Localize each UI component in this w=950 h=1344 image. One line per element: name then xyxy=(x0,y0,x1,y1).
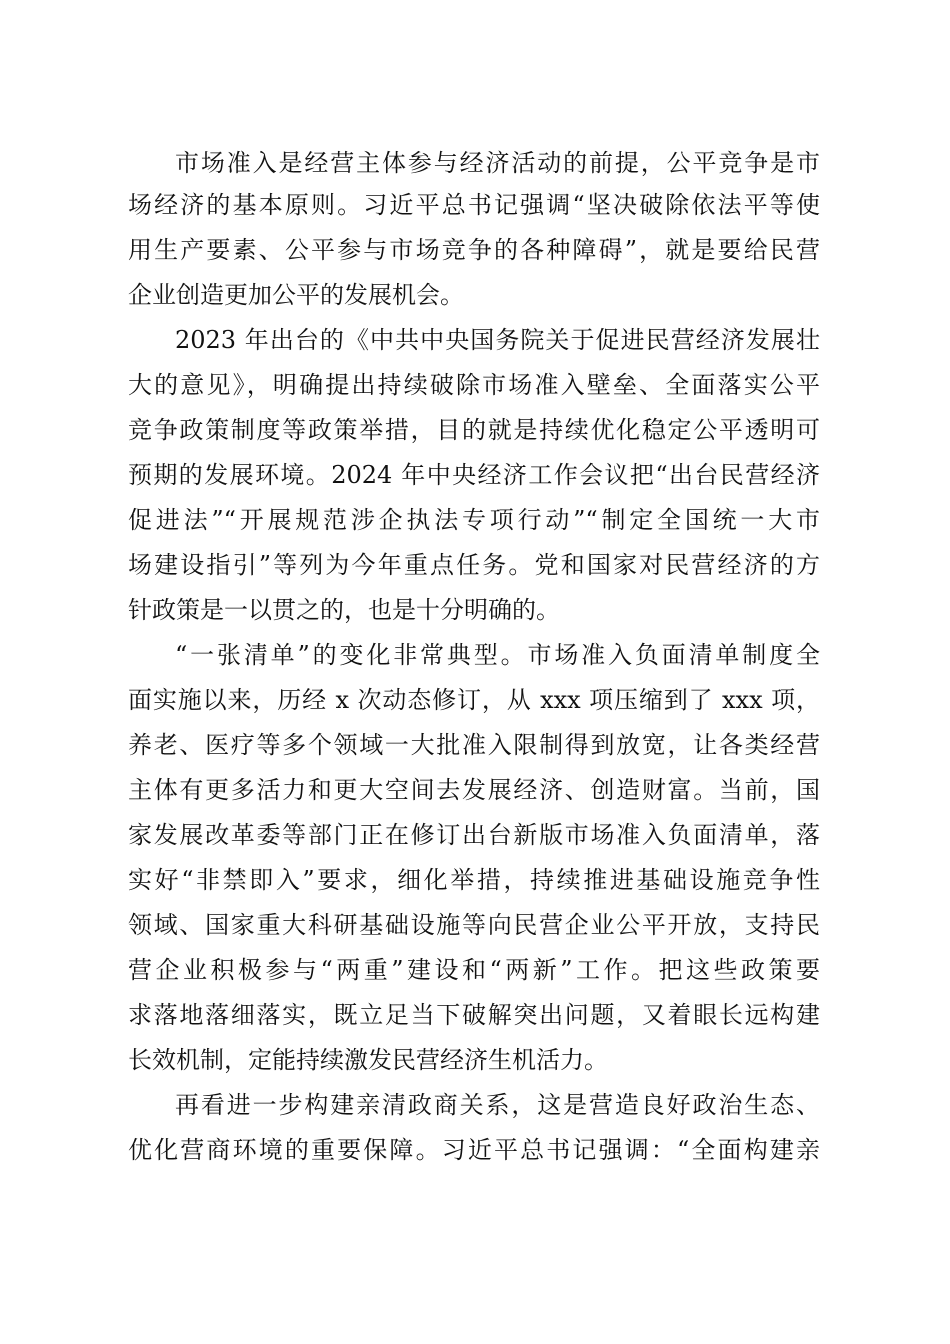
text-line: 市场准入是经营主体参与经济活动的前提，公平竞争是市 xyxy=(175,149,820,177)
text-line: 用生产要素、公平参与市场竞争的各种障碍”，就是要给民营 xyxy=(128,236,820,264)
text-line: 针政策是一以贯之的，也是十分明确的。 xyxy=(128,596,560,624)
text-line: 再看进一步构建亲清政商关系，这是营造良好政治生态、 xyxy=(175,1091,820,1119)
text-line: 2023 年出台的《中共中央国务院关于促进民营经济发展壮 xyxy=(175,326,820,354)
text-line: 促进法”“开展规范涉企执法专项行动”“制定全国统一大市 xyxy=(128,506,820,534)
text-line: 企业创造更加公平的发展机会。 xyxy=(128,281,464,309)
text-line: 家发展改革委等部门正在修订出台新版市场准入负面清单，落 xyxy=(128,821,820,849)
text-line: 面实施以来，历经 x 次动态修订，从 xxx 项压缩到了 xxx 项， xyxy=(128,686,820,714)
text-line: 长效机制，定能持续激发民营经济生机活力。 xyxy=(128,1046,608,1074)
text-line: “一张清单”的变化非常典型。市场准入负面清单制度全 xyxy=(175,641,820,669)
text-line: 竞争政策制度等政策举措，目的就是持续优化稳定公平透明可 xyxy=(128,416,820,444)
text-line: 营企业积极参与“两重”建设和“两新”工作。把这些政策要 xyxy=(128,956,820,984)
text-line: 场建设指引”等列为今年重点任务。党和国家对民营经济的方 xyxy=(128,551,820,579)
text-line: 预期的发展环境。2024 年中央经济工作会议把“出台民营经济 xyxy=(128,461,820,489)
text-line: 优化营商环境的重要保障。习近平总书记强调：“全面构建亲 xyxy=(128,1136,820,1164)
text-line: 养老、医疗等多个领域一大批准入限制得到放宽，让各类经营 xyxy=(128,731,820,759)
text-line: 主体有更多活力和更大空间去发展经济、创造财富。当前，国 xyxy=(128,776,820,804)
text-line: 求落地落细落实，既立足当下破解突出问题，又着眼长远构建 xyxy=(128,1001,820,1029)
text-line: 实好“非禁即入”要求，细化举措，持续推进基础设施竞争性 xyxy=(128,866,820,894)
text-line: 领域、国家重大科研基础设施等向民营企业公平开放，支持民 xyxy=(128,911,820,939)
text-line: 大的意见》，明确提出持续破除市场准入壁垒、全面落实公平 xyxy=(128,371,820,399)
text-line: 场经济的基本原则。习近平总书记强调“坚决破除依法平等使 xyxy=(128,191,820,219)
